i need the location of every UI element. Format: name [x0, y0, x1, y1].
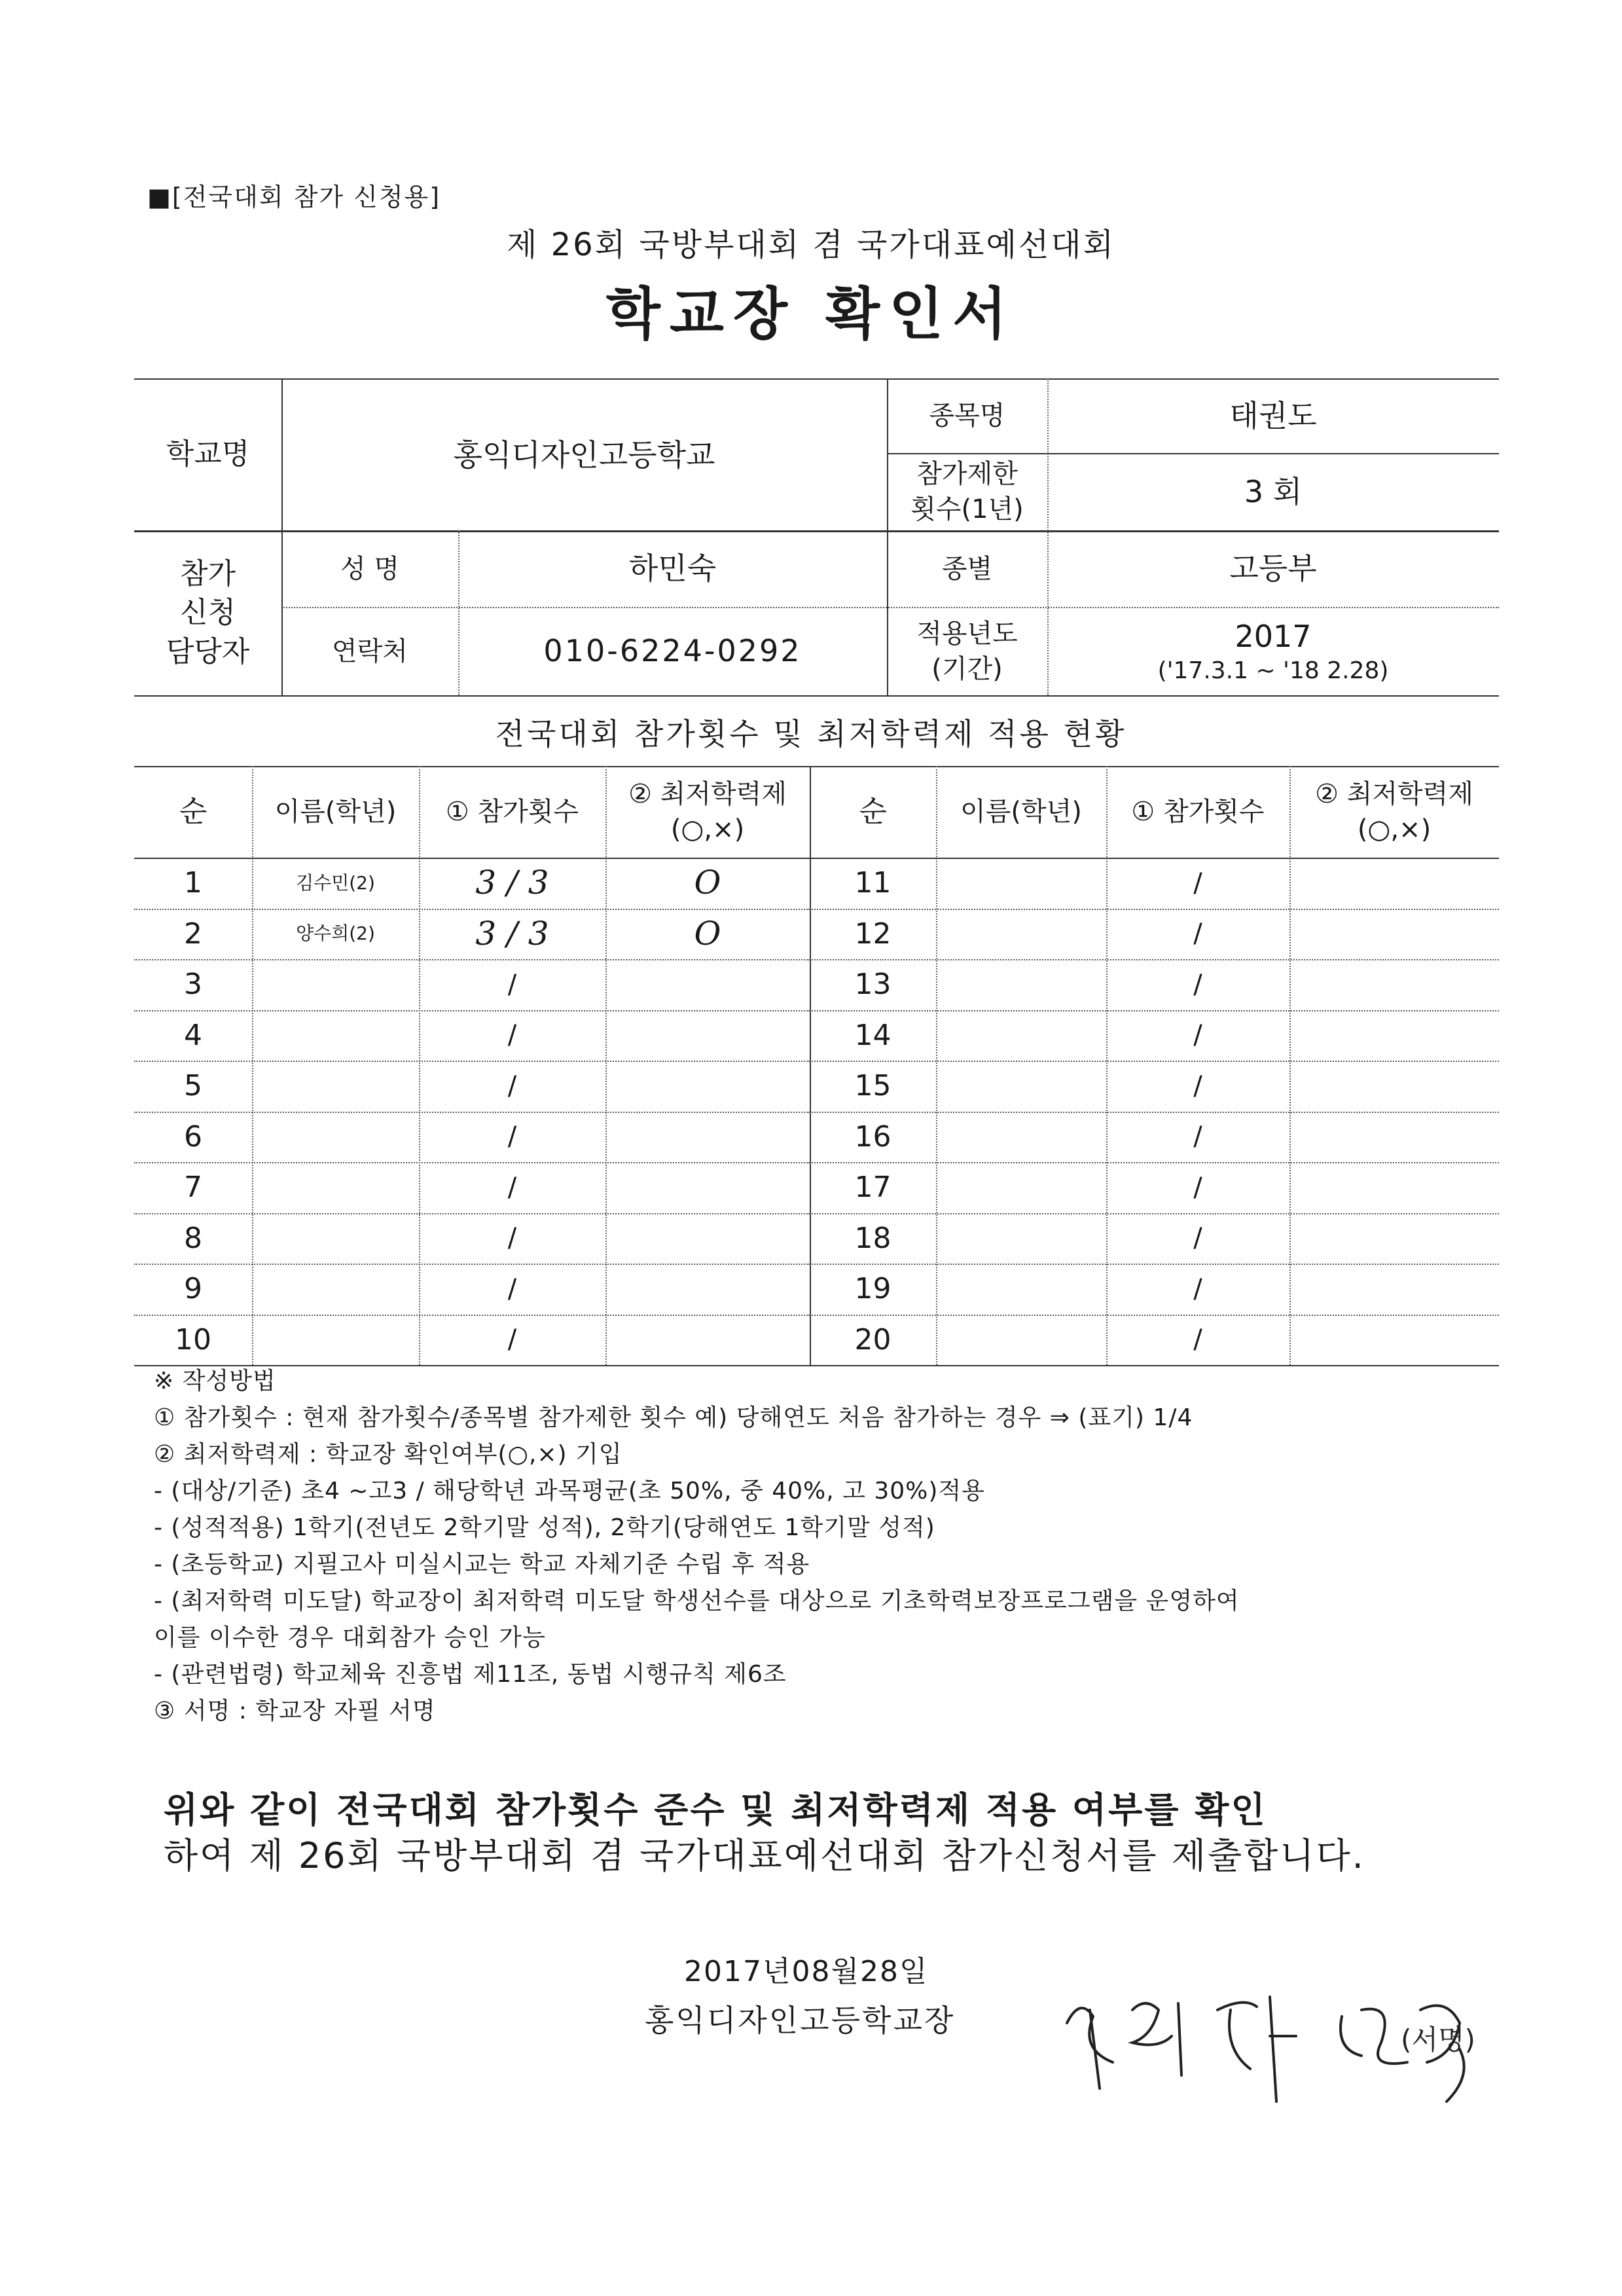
cell-name-left — [252, 1264, 419, 1315]
event-value: 태권도 — [1229, 397, 1317, 433]
division-value: 고등부 — [1229, 551, 1317, 587]
note-line: - (초등학교) 지필고사 미실시교는 학교 자체기준 수립 후 적용 — [154, 1551, 810, 1578]
document-title: 학교장 확인서 — [605, 282, 1017, 347]
note-line: - (관련법령) 학교체육 진흥법 제11조, 동법 시행규칙 제6조 — [154, 1661, 787, 1688]
cell-count-right: / — [1193, 1273, 1202, 1304]
cell-no-left: 1 — [184, 866, 202, 900]
signature-label: (서명) — [1401, 2024, 1475, 2056]
cell-no-left: 6 — [184, 1120, 202, 1154]
cell-count-left: / — [507, 1273, 517, 1304]
cell-grade-left — [605, 959, 810, 1010]
event-label: 종목명 — [929, 401, 1005, 431]
cell-grade-right — [1289, 1162, 1499, 1213]
header-count-right: ① 참가횟수 — [1131, 797, 1265, 827]
header-grade-right: ② 최저학력제 (○,×) — [1315, 779, 1473, 845]
cell-grade-left — [605, 1264, 810, 1315]
cell-name-right — [936, 1061, 1106, 1112]
declaration — [164, 1787, 1365, 1879]
applicant-label: 참가 신청 담당자 — [166, 556, 250, 668]
cell-no-left: 7 — [184, 1171, 202, 1205]
cell-count-right: / — [1193, 1070, 1202, 1101]
cell-count-right: / — [1193, 969, 1202, 1000]
cell-no-left: 3 — [184, 968, 202, 1002]
cell-grade-left — [605, 1061, 810, 1112]
cell-no-right: 15 — [854, 1069, 892, 1103]
cell-count-left: / — [507, 1121, 517, 1152]
section-title: 전국대회 참가횟수 및 최저학력제 적용 현황 — [495, 716, 1127, 752]
year-value: 2017 — [1235, 619, 1312, 655]
principal-name: 홍익디자인고등학교장 — [645, 2003, 956, 2038]
cell-name-right — [936, 1112, 1106, 1163]
cell-grade-left — [605, 1112, 810, 1163]
declaration-line-2: 하여 제 26회 국방부대회 겸 국가대표예선대회 참가신청서를 제출합니다. — [164, 1835, 1365, 1876]
cell-name-right — [936, 959, 1106, 1010]
cell-count-right: / — [1193, 919, 1202, 949]
note-line: - (대상/기준) 초4 ~고3 / 해당학년 과목평균(초 50%, 중 40%, 고 30%)적용 — [154, 1478, 985, 1504]
cell-no-right: 19 — [854, 1272, 892, 1306]
cell-count-left: / — [507, 1172, 517, 1203]
cell-count-left: / — [507, 1324, 517, 1355]
cell-grade-left — [605, 1315, 810, 1366]
cell-no-left: 8 — [184, 1221, 202, 1255]
cell-no-right: 18 — [854, 1221, 892, 1255]
header-name-right: 이름(학년) — [960, 797, 1082, 827]
cell-no-right: 14 — [854, 1018, 892, 1052]
cell-name-left — [252, 1315, 419, 1366]
cell-count-left: / — [507, 1020, 517, 1051]
contact-label: 연락처 — [332, 636, 408, 666]
cell-no-right: 20 — [854, 1322, 892, 1357]
form-tag: ■[전국대회 참가 신청용] — [147, 183, 441, 211]
header-count-left: ① 참가횟수 — [445, 797, 579, 827]
cell-name-right — [936, 858, 1106, 909]
division-label: 종별 — [941, 553, 993, 584]
cell-no-right: 17 — [854, 1171, 892, 1205]
cell-count-right: / — [1193, 1223, 1202, 1254]
cell-no-right: 13 — [854, 968, 892, 1002]
cell-count-left: / — [507, 1223, 517, 1254]
cell-grade-right — [1289, 1061, 1499, 1112]
cell-name-left — [252, 1061, 419, 1112]
cell-name-right — [936, 1315, 1106, 1366]
cell-name-left — [252, 959, 419, 1010]
school-label: 학교명 — [166, 437, 250, 471]
cell-grade-left — [605, 1213, 810, 1264]
cell-grade-right — [1289, 1213, 1499, 1264]
cell-count-right: / — [1193, 1172, 1202, 1203]
cell-no-right: 16 — [854, 1120, 892, 1154]
date: 2017년08월28일 — [684, 1955, 929, 1988]
cell-count-right: / — [1193, 1324, 1202, 1355]
cell-name-left: 양수희(2) — [296, 922, 375, 945]
cell-count-right: / — [1193, 1121, 1202, 1152]
cell-name-right — [936, 909, 1106, 960]
header-no-left: 순 — [179, 795, 207, 829]
cell-grade-left: O — [694, 864, 721, 902]
note-line: ※ 작성방법 — [154, 1368, 276, 1394]
cell-grade-right — [1289, 858, 1499, 909]
cell-no-left: 10 — [175, 1322, 211, 1357]
cell-no-left: 5 — [184, 1069, 202, 1103]
header-no-right: 순 — [859, 795, 887, 829]
cell-name-left — [252, 1213, 419, 1264]
cell-grade-right — [1289, 1264, 1499, 1315]
event-title: 제 26회 국방부대회 겸 국가대표예선대회 — [507, 227, 1115, 263]
cell-grade-right — [1289, 909, 1499, 960]
note-line: ③ 서명 : 학교장 자필 서명 — [154, 1698, 436, 1724]
cell-count-right: / — [1193, 1020, 1202, 1051]
cell-no-right: 12 — [854, 917, 892, 951]
year-label: 적용년도 (기간) — [916, 618, 1018, 684]
contact-value: 010-6224-0292 — [543, 633, 802, 669]
note-line: ① 참가횟수 : 현재 참가횟수/종목별 참가제한 횟수 예) 당해연도 처음 참가하는 경우 ⇒ (표기) 1/4 — [154, 1404, 1193, 1431]
cell-grade-right — [1289, 1315, 1499, 1366]
note-line: ② 최저학력제 : 학교장 확인여부(○,×) 기입 — [154, 1441, 622, 1468]
cell-count-left: 3 / 3 — [475, 914, 549, 953]
cell-name-right — [936, 1213, 1106, 1264]
cell-no-right: 11 — [854, 866, 892, 900]
name-label: 성 명 — [340, 553, 399, 584]
note-line: 이를 이수한 경우 대회참가 승인 가능 — [154, 1624, 546, 1651]
handwritten-signature — [1054, 1971, 1499, 2121]
cell-count-left: / — [507, 1070, 517, 1101]
header-name-left: 이름(학년) — [274, 797, 397, 827]
cell-name-right — [936, 1010, 1106, 1061]
cell-grade-left — [605, 1162, 810, 1213]
school-name: 홍익디자인고등학교 — [453, 437, 715, 473]
cell-grade-right — [1289, 959, 1499, 1010]
cell-count-right: / — [1193, 867, 1202, 898]
cell-no-left: 2 — [184, 917, 202, 951]
cell-name-left — [252, 1162, 419, 1213]
cell-count-left: 3 / 3 — [475, 864, 549, 902]
cell-name-left: 김수민(2) — [296, 871, 375, 894]
cell-no-left: 9 — [184, 1272, 202, 1306]
cell-name-right — [936, 1162, 1106, 1213]
cell-grade-right — [1289, 1010, 1499, 1061]
declaration-line-1: 위와 같이 전국대회 참가횟수 준수 및 최저학력제 적용 여부를 확인 — [164, 1789, 1267, 1831]
limit-value: 3 회 — [1244, 473, 1303, 509]
limit-label: 참가제한 횟수(1년) — [910, 459, 1024, 524]
cell-name-left — [252, 1010, 419, 1061]
header-grade-left: ② 최저학력제 (○,×) — [628, 779, 787, 845]
period-value: ('17.3.1 ~ '18 2.28) — [1157, 657, 1389, 684]
note-line: - (성적적용) 1학기(전년도 2학기말 성적), 2학기(당해연도 1학기말 성적) — [154, 1514, 935, 1541]
cell-count-left: / — [507, 969, 517, 1000]
notes — [154, 1363, 1240, 1730]
cell-name-right — [936, 1264, 1106, 1315]
note-line: - (최저학력 미도달) 학교장이 최저학력 미도달 학생선수를 대상으로 기초학력보장프로그램을 운영하여 — [154, 1588, 1240, 1614]
cell-grade-right — [1289, 1112, 1499, 1163]
cell-grade-left — [605, 1010, 810, 1061]
applicant-name: 하민숙 — [628, 551, 717, 587]
cell-no-left: 4 — [184, 1018, 202, 1052]
cell-grade-left: O — [694, 914, 721, 953]
cell-name-left — [252, 1112, 419, 1163]
